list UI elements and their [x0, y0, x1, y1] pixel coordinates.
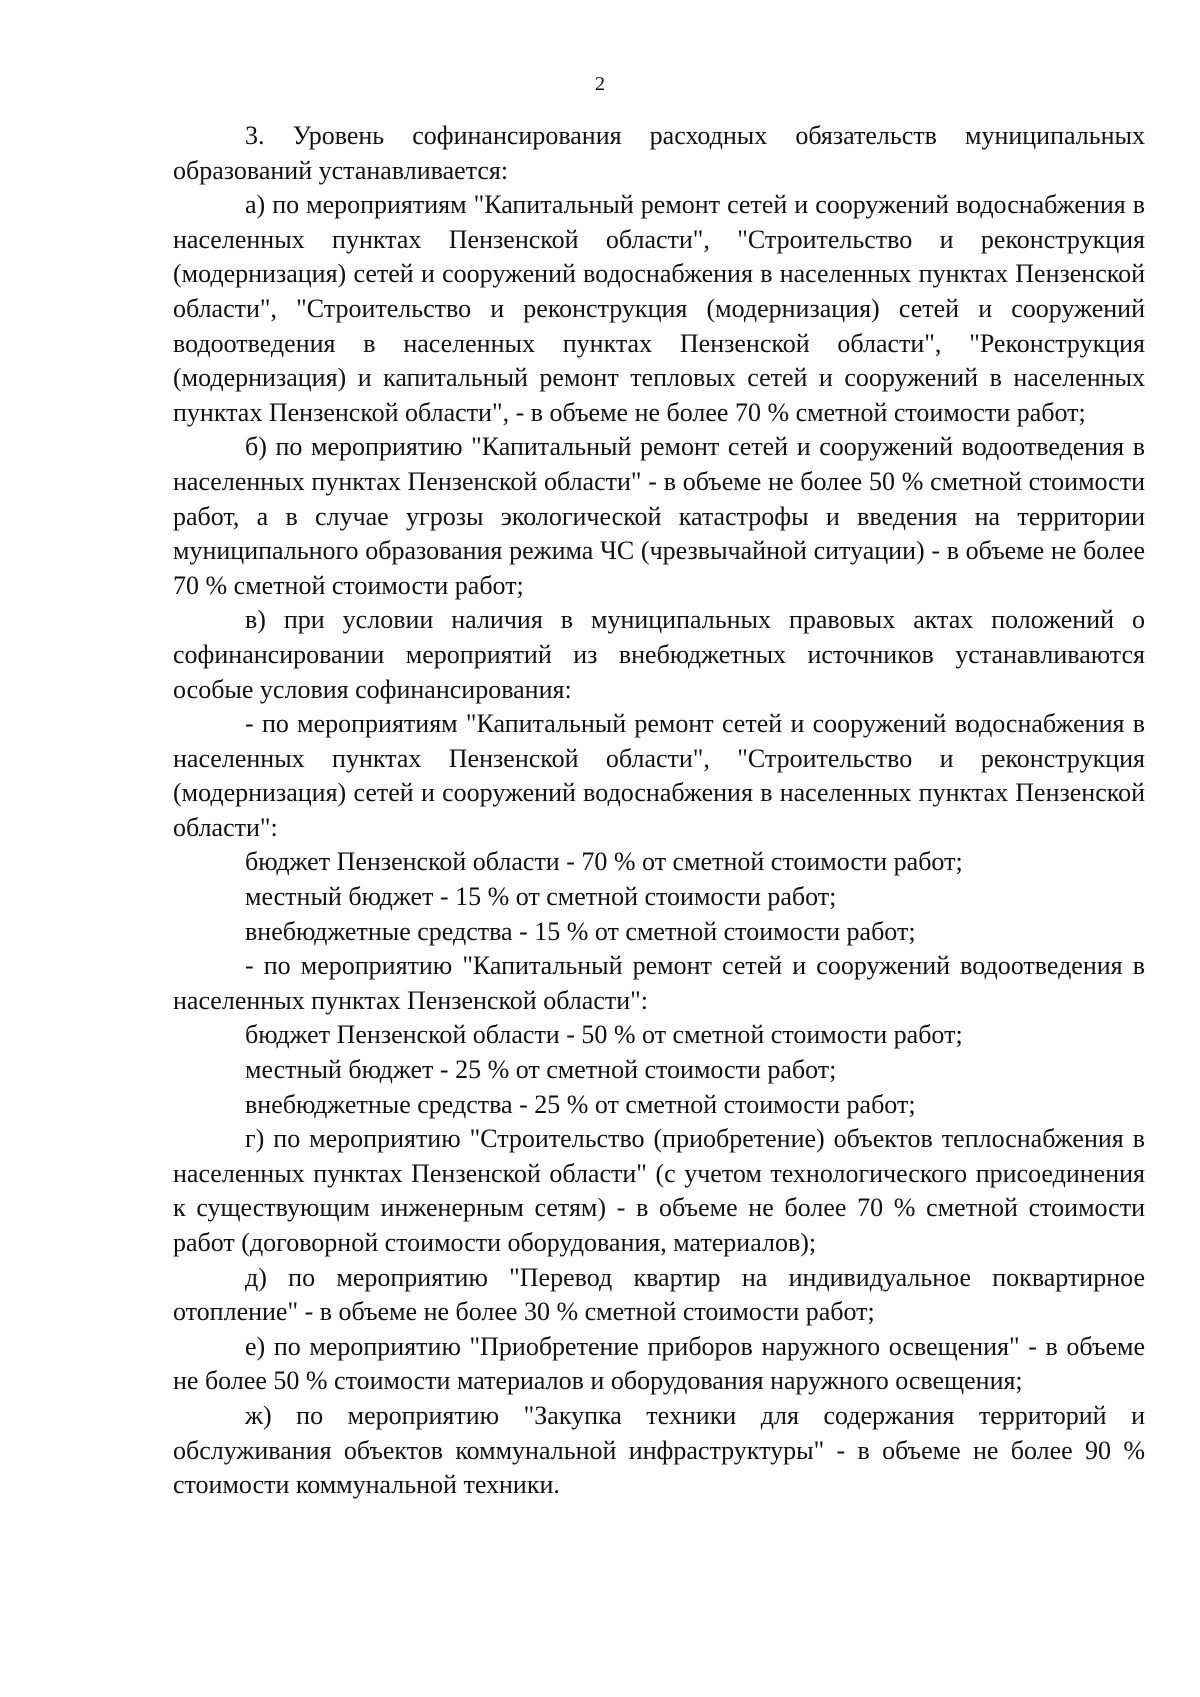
share-extrabudget-15: внебюджетные средства - 15 % от сметной стоимости работ; — [245, 916, 916, 946]
paragraph-g: г) по мероприятию "Строительство (приобретение) объектов теплоснабжения в населенных пунктах Пензенской области" (с учетом технологического присоединения к существующим инженерным сетям) - в объеме не более 70 % сметной стоимости работ (договорной стоимости оборудования, материалов); — [173, 1124, 1145, 1257]
share-local-budget-25: местный бюджет - 25 % от сметной стоимости работ; — [245, 1055, 837, 1085]
share-extrabudget-25: внебюджетные средства - 25 % от сметной стоимости работ; — [245, 1089, 916, 1119]
paragraph-d: д) по мероприятию "Перевод квартир на индивидуальное поквартирное отопление" - в объеме не более 30 % сметной стоимости работ; — [173, 1262, 1145, 1327]
paragraph-a: а) по мероприятиям "Капитальный ремонт сетей и сооружений водоснабжения в населенных пунктах Пензенской области", "Строительство и реконструкция (модернизация) сетей и сооружений водоснабжения в населенных пунктах Пензенской области", "Строительство и реконструкция (модернизация) сетей и сооружений водоотведения в населенных пунктах Пензенской области", "Реконструкция (модернизация) и капитальный ремонт тепловых сетей и сооружений в населенных пунктах Пензенской области", - в объеме не более 70 % сметной стоимости работ; — [173, 190, 1145, 427]
share-local-budget-15: местный бюджет - 15 % от сметной стоимости работ; — [245, 882, 837, 912]
document-body — [173, 119, 1145, 1503]
paragraph-zh: ж) по мероприятию "Закупка техники для содержания территорий и обслуживания объектов коммунальной инфраструктуры" - в объеме не более 90 % стоимости коммунальной техники. — [173, 1400, 1145, 1500]
share-regional-budget-50: бюджет Пензенской области - 50 % от сметной стоимости работ; — [245, 1020, 963, 1050]
paragraph-v-water-disposal: - по мероприятию "Капитальный ремонт сетей и сооружений водоотведения в населенных пунктах Пензенской области": — [173, 951, 1145, 1015]
paragraph-b: б) по мероприятию "Капитальный ремонт сетей и сооружений водоотведения в населенных пунктах Пензенской области" - в объеме не более 50 % сметной стоимости работ, а в случае угрозы экологической катастрофы и введения на территории муниципального образования режима ЧС (чрезвычайной ситуации) - в объеме не более 70 % сметной стоимости работ; — [173, 432, 1145, 600]
paragraph-v: в) при условии наличия в муниципальных правовых актах положений о софинансировании мероприятий из внебюджетных источников устанавливаются особые условия софинансирования: — [173, 605, 1145, 704]
paragraph-v-water-supply: - по мероприятиям "Капитальный ремонт сетей и сооружений водоснабжения в населенных пунктах Пензенской области", "Строительство и реконструкция (модернизация) сетей и сооружений водоснабжения в населенных пунктах Пензенской области": — [173, 709, 1145, 842]
share-regional-budget-70: бюджет Пензенской области - 70 % от сметной стоимости работ; — [245, 847, 963, 877]
paragraph-3-intro: 3. Уровень софинансирования расходных обязательств муниципальных образований устанавливается: — [173, 121, 1145, 185]
page-number: 2 — [595, 73, 605, 95]
paragraph-e: е) по мероприятию "Приобретение приборов наружного освещения" - в объеме не более 50 % стоимости материалов и оборудования наружного освещения; — [173, 1331, 1145, 1396]
